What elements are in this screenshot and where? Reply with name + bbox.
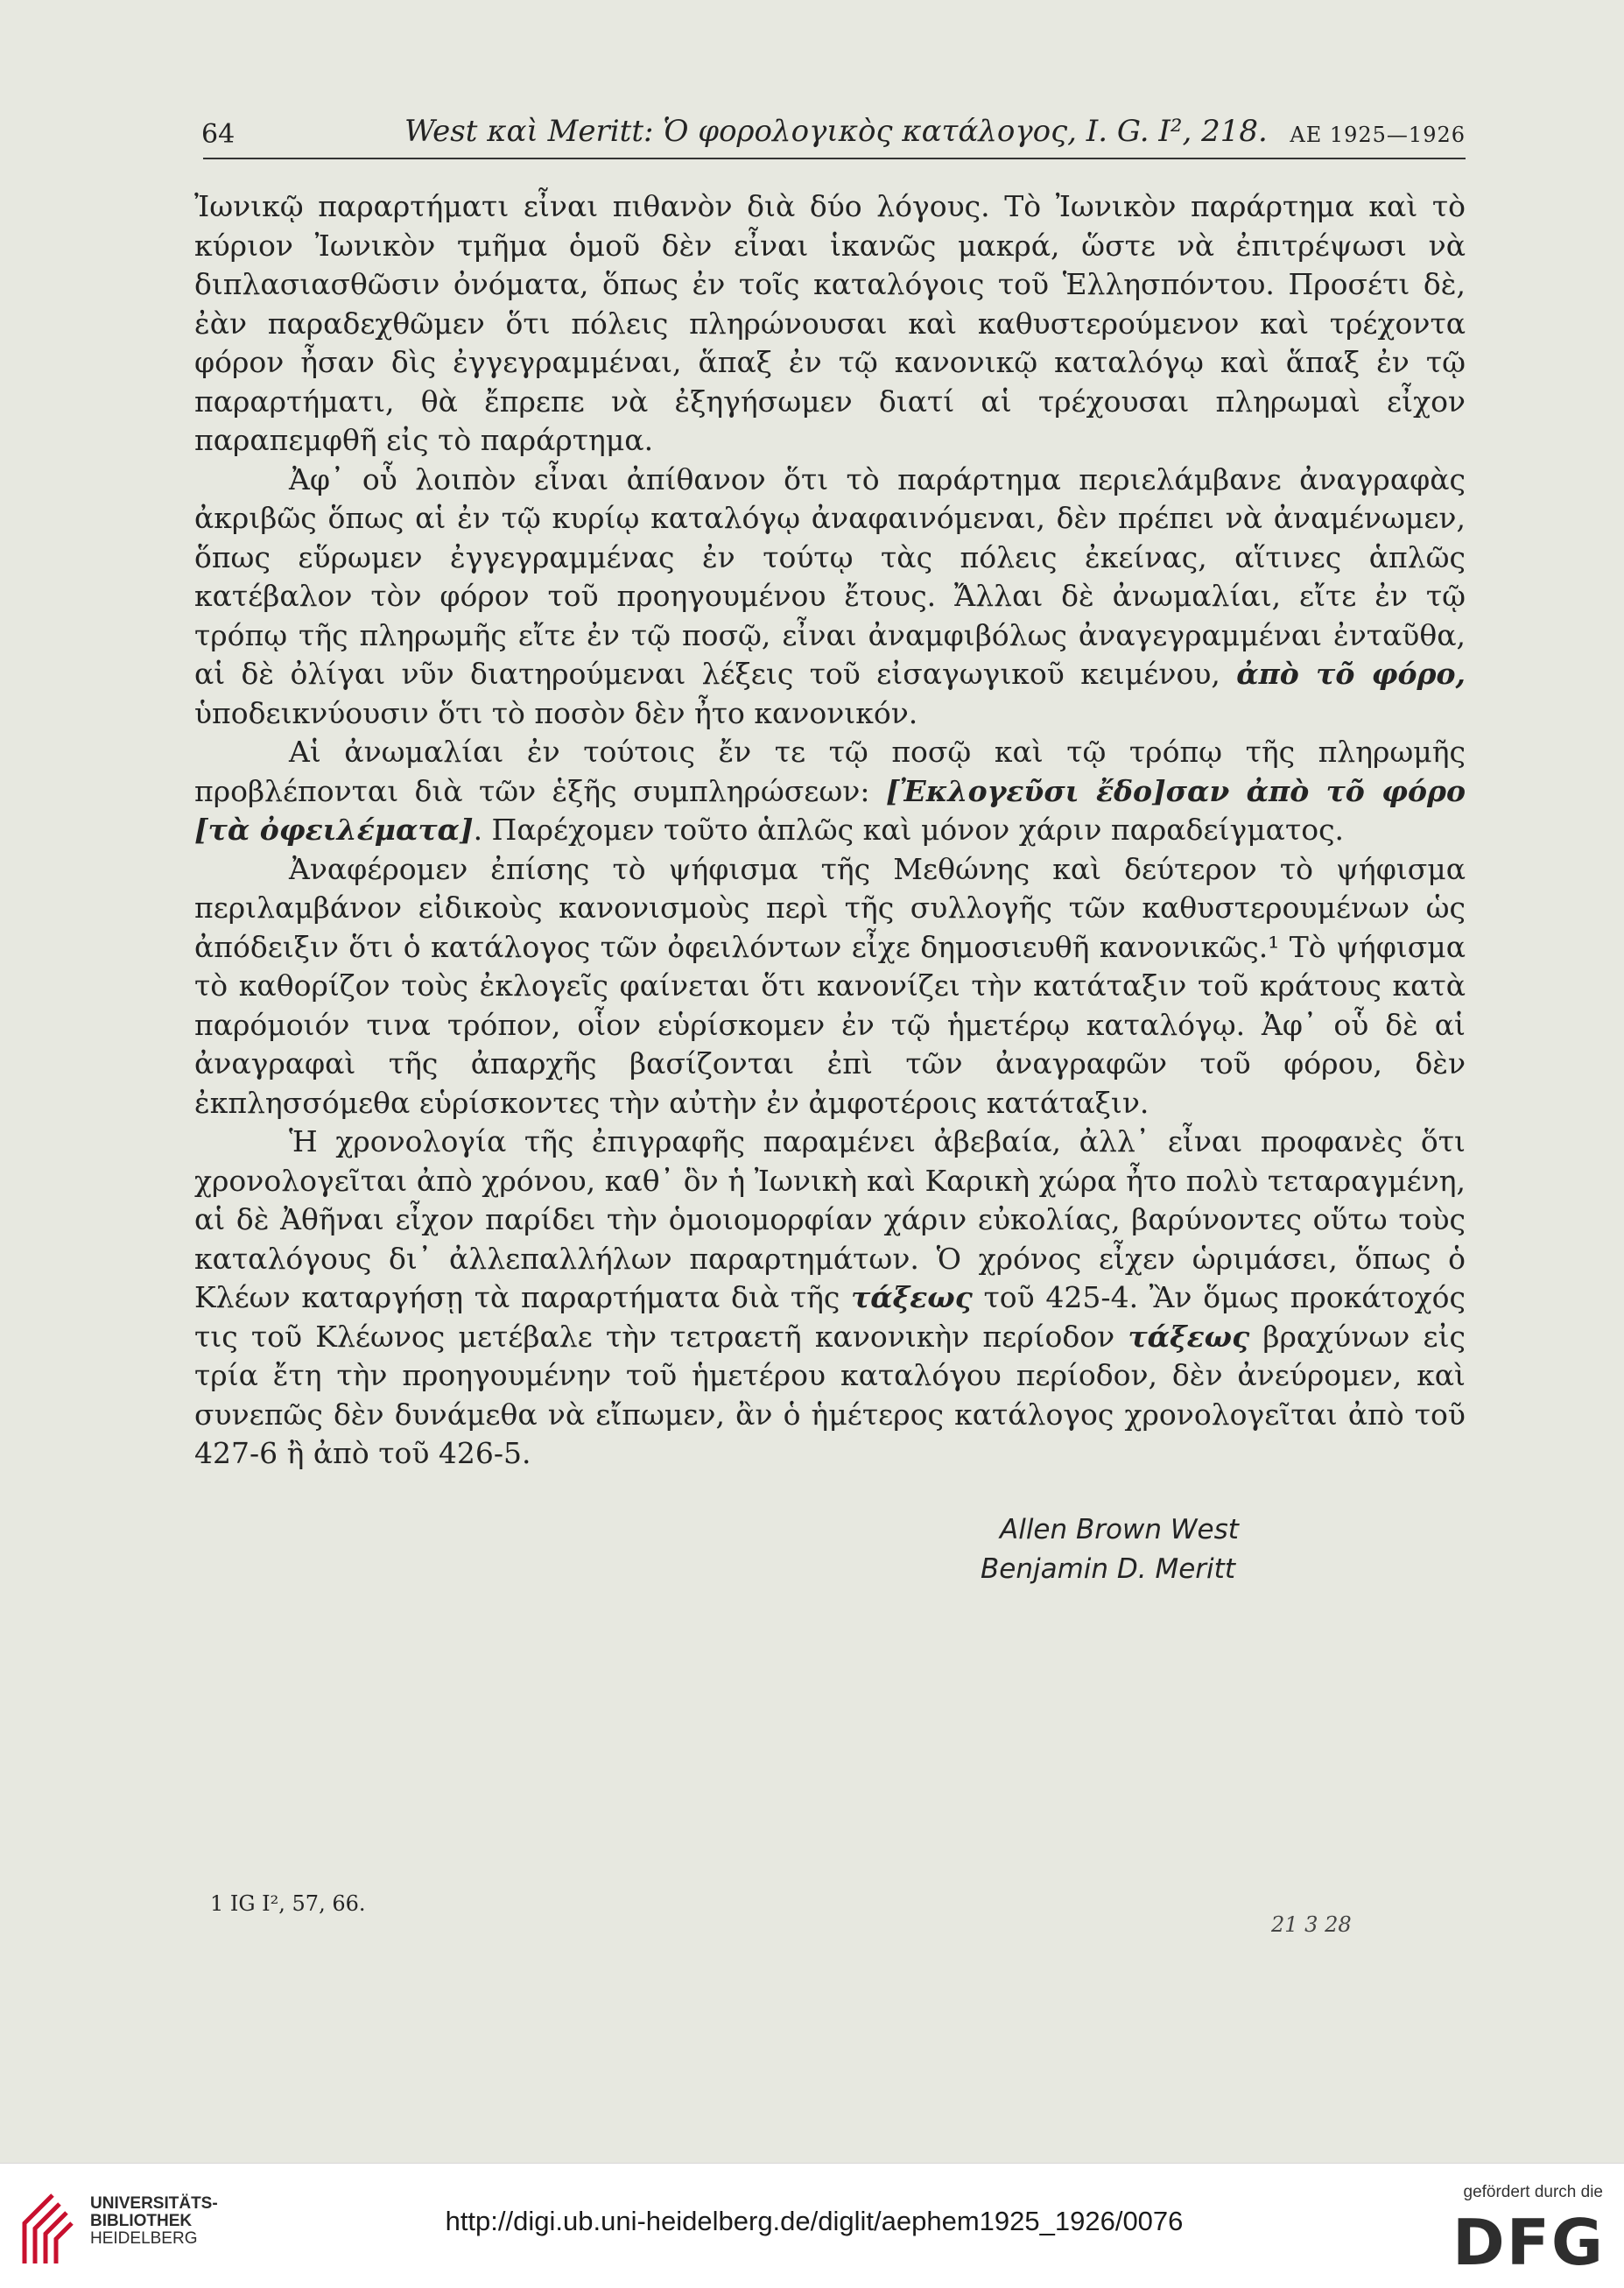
paragraph-5	[194, 1123, 1466, 1474]
journal-label: ΑΕ 1925—1926	[1290, 123, 1466, 147]
source-url-link[interactable]: http://digi.ub.uni-heidelberg.de/diglit/aephem1925_1926/0076	[445, 2206, 1184, 2236]
page-number: 64	[201, 119, 236, 150]
author-signature	[981, 1510, 1239, 1589]
paragraph-3-text-b: . Παρέχομεν τοῦτο ἁπλῶς καὶ μόνον χάριν παραδείγματος.	[473, 813, 1345, 847]
university-library-logo-icon	[18, 2188, 79, 2267]
paragraph-3-text-a: Αἱ ἀνωμαλίαι ἐν τούτοις ἔν τε τῷ ποσῷ καὶ τῷ τρόπῳ τῆς πληρωμῆς προβλέπονται διὰ τῶν ἑξῆς συμπληρώσεων:	[194, 735, 1466, 808]
library-name-line-1: UNIVERSITÄTS-	[90, 2194, 218, 2213]
article-body	[194, 187, 1466, 1474]
emphasis-taxeos-2: τάξεως	[1128, 1319, 1250, 1354]
quoted-phrase: ἀπὸ τõ φόρο,	[1236, 657, 1466, 691]
digitization-footer	[0, 2163, 1624, 2288]
author-meritt: Benjamin D. Meritt	[981, 1553, 1235, 1585]
paragraph-2-text-b: ὑποδεικνύουσιν ὅτι τὸ ποσὸν δὲν ἦτο κανονικόν.	[194, 695, 918, 730]
paragraph-5-text-a: Ἡ χρονολογία τῆς ἐπιγραφῆς παραμένει ἀβεβαία, ἀλλ᾽ εἶναι προφανὲς ὅτι χρονολογεῖται ἀπὸ χρόνου, καθ᾽ ὃν ἡ Ἰωνικὴ καὶ Καρικὴ χώρα ἦτο πολὺ τεταραγμένη, αἱ δὲ Ἀθῆναι εἶχον παρίδει τὴν ὁμοιομορφίαν χάριν εὐκολίας, βαρύνοντες οὕτω τοὺς καταλόγους δι᾽ ἀλλεπαλλήλων παραρτημάτων. Ὁ χρόνος εἶχεν ὡριμάσει, ὅπως ὁ Κλέων καταργήσῃ τὰ παραρτήματα διὰ τῆς	[194, 1124, 1466, 1314]
emphasis-taxeos-1: τάξεως	[851, 1280, 973, 1314]
pencil-annotation: 21 3 28	[1271, 1912, 1352, 1937]
running-title: West καὶ Meritt: Ὁ φορολογικὸς κατάλογος, I. G. I², 218.	[404, 114, 1268, 149]
paragraph-4: Ἀναφέρομεν ἐπίσης τὸ ψήφισμα τῆς Μεθώνης καὶ δεύτερον τὸ ψήφισμα περιλαμβάνον εἰδικοὺς κανονισμοὺς περὶ τῆς συλλογῆς τῶν καθυστερουμένων ὡς ἀπόδειξιν ὅτι ὁ κατάλογος τῶν ὀφειλόντων εἶχε δημοσιευθῆ κανονικῶς.¹ Τὸ ψήφισμα τὸ καθορίζον τοὺς ἐκλογεῖς φαίνεται ὅτι κανονίζει τὴν κατάταξιν τοῦ κράτους κατὰ παρόμοιόν τινα τρόπον, οἷον εὑρίσκομεν ἐν τῷ ἡμετέρῳ καταλόγῳ. Ἀφ᾽ οὗ δὲ αἱ ἀναγραφαὶ τῆς ἀπαρχῆς βασίζονται ἐπὶ τῶν ἀναγραφῶν τοῦ φόρου, δὲν ἐκπλησσόμεθα εὑρίσκοντες τὴν αὐτὴν ἐν ἀμφοτέροις κατάταξιν.	[194, 851, 1466, 1120]
paragraph-2-text-a: Ἀφ᾽ οὗ λοιπὸν εἶναι ἀπίθανον ὅτι τὸ παράρτημα περιελάμβανε ἀναγραφὰς ἀκριβῶς ὅπως αἱ ἐν τῷ κυρίῳ καταλόγῳ ἀναφαινόμεναι, δὲν πρέπει νὰ ἀναμένωμεν, ὅπως εὕρωμεν ἐγγεγραμμένας ἐν τούτῳ τὰς πόλεις ἐκείνας, αἵτινες ἁπλῶς κατέβαλον τὸν φόρον τοῦ προηγουμένου ἔτους. Ἄλλαι δὲ ἀνωμαλίαι, εἴτε ἐν τῷ τρόπῳ τῆς πληρωμῆς εἴτε ἐν τῷ ποσῷ, εἶναι ἀναμφιβόλως ἀναγεγραμμέναι ἐνταῦθα, αἱ δὲ ὀλίγαι νῦν διατηρούμεναι λέξεις τοῦ εἰσαγωγικοῦ κειμένου,	[194, 461, 1466, 691]
dfg-logo: DFG	[1452, 2206, 1605, 2279]
paragraph-5-text-b: τοῦ 425-4. Ἂν ὅμως προκάτοχός τις τοῦ Κλέωνος μετέβαλε τὴν τετραετῆ κανονικὴν περίοδον	[194, 1280, 1466, 1354]
restoration-text: [Ἐκλογεῦσι ἔδο]σαν ἀπὸ τõ φόρο [τὰ ὀφειλέματα]	[194, 773, 1466, 847]
header-rule	[203, 158, 1466, 159]
library-name-line-2: BIBLIOTHEK	[90, 2212, 193, 2230]
running-head	[194, 110, 1466, 159]
paragraph-5-text-c: βραχύνων εἰς τρία ἔτη τὴν προηγουμένην τοῦ ἡμετέρου καταλόγου περίοδον, δὲν ἀνεύρομεν, καὶ συνεπῶς δὲν δυνάμεθα νὰ εἴπωμεν, ἂν ὁ ἡμέτερος κατάλογος χρονολογεῖται ἀπὸ τοῦ 427-6 ἢ ἀπὸ τοῦ 426-5.	[194, 1319, 1466, 1470]
author-west: Allen Brown West	[1000, 1514, 1239, 1545]
paragraph-3	[194, 733, 1466, 850]
library-name-line-3: HEIDELBERG	[90, 2229, 198, 2248]
paragraph-1: Ἰωνικῷ παραρτήματι εἶναι πιθανὸν διὰ δύο λόγους. Τὸ Ἰωνικὸν παράρτημα καὶ τὸ κύριον Ἰωνικὸν τμῆμα ὁμοῦ δὲν εἶναι ἱκανῶς μακρά, ὥστε νὰ ἐπιτρέψωσι νὰ διπλασιασθῶσιν ὀνόματα, ὅπως ἐν τοῖς καταλόγοις τοῦ Ἑλλησπόντου. Προσέτι δὲ, ἐὰν παραδεχθῶμεν ὅτι πόλεις πληρώνουσαι καὶ καθυστερούμενον καὶ τρέχοντα φόρον ἦσαν δὶς ἐγγεγραμμέναι, ἅπαξ ἐν τῷ κανονικῷ καταλόγῳ καὶ ἅπαξ ἐν τῷ παραρτήματι, θὰ ἔπρεπε νὰ ἐξηγήσωμεν διατί αἱ τρέχουσαι πληρωμαὶ εἶχον παραπεμφθῆ εἰς τὸ παράρτημα.	[194, 189, 1466, 457]
library-name	[90, 2195, 218, 2248]
footnote: 1 IG I², 57, 66.	[210, 1891, 366, 1916]
paragraph-2	[194, 461, 1466, 734]
funding-label: gefördert durch die	[1463, 2183, 1603, 2201]
